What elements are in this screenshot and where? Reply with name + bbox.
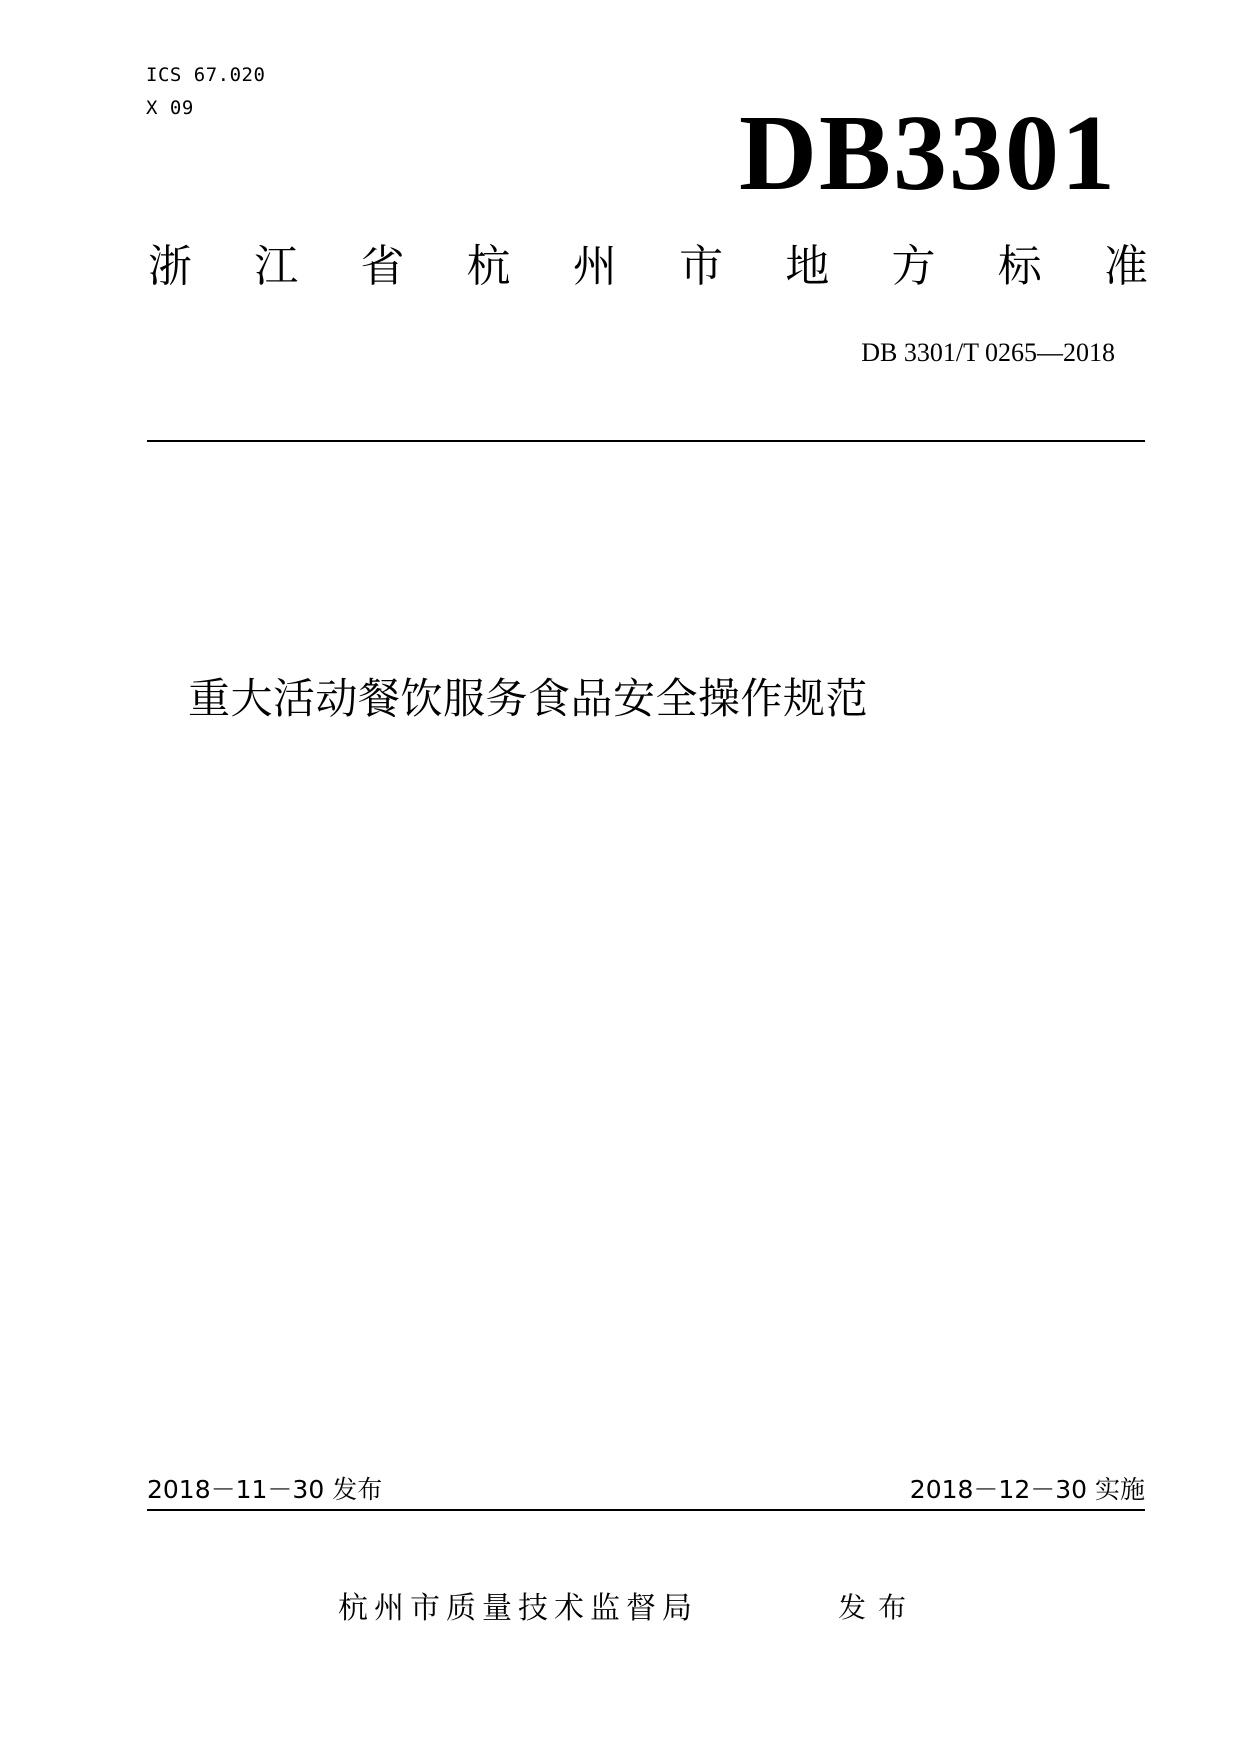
standard-type-char: 江 (254, 241, 299, 292)
publish-label: 发布 (838, 1591, 919, 1624)
standard-type-char: 浙 (148, 241, 192, 292)
ccs-code: X 09 (146, 97, 194, 119)
standard-type-char: 地 (785, 241, 830, 292)
standard-code: DB 3301/T 0265—2018 (861, 338, 1115, 367)
standard-type-char: 方 (891, 241, 936, 292)
standard-type-char: 市 (679, 241, 724, 292)
standard-type-char: 杭 (466, 241, 511, 292)
standard-type-char: 省 (360, 241, 405, 292)
ics-code: ICS 67.020 (146, 64, 266, 86)
standard-type-char: 准 (1103, 241, 1148, 292)
standard-type-char: 标 (997, 241, 1042, 292)
header-divider (147, 440, 1145, 442)
issue-date: 2018－11－30 发布 (147, 1475, 383, 1504)
issuing-authority: 杭州市质量技术监督局 (338, 1591, 698, 1626)
document-title: 重大活动餐饮服务食品安全操作规范 (188, 674, 869, 723)
implementation-date: 2018－12－30 实施 (909, 1475, 1145, 1504)
standard-type (148, 241, 1148, 292)
standard-brand: DB3301 (738, 94, 1117, 213)
standard-type-char: 州 (572, 241, 617, 292)
footer-divider (147, 1509, 1145, 1511)
